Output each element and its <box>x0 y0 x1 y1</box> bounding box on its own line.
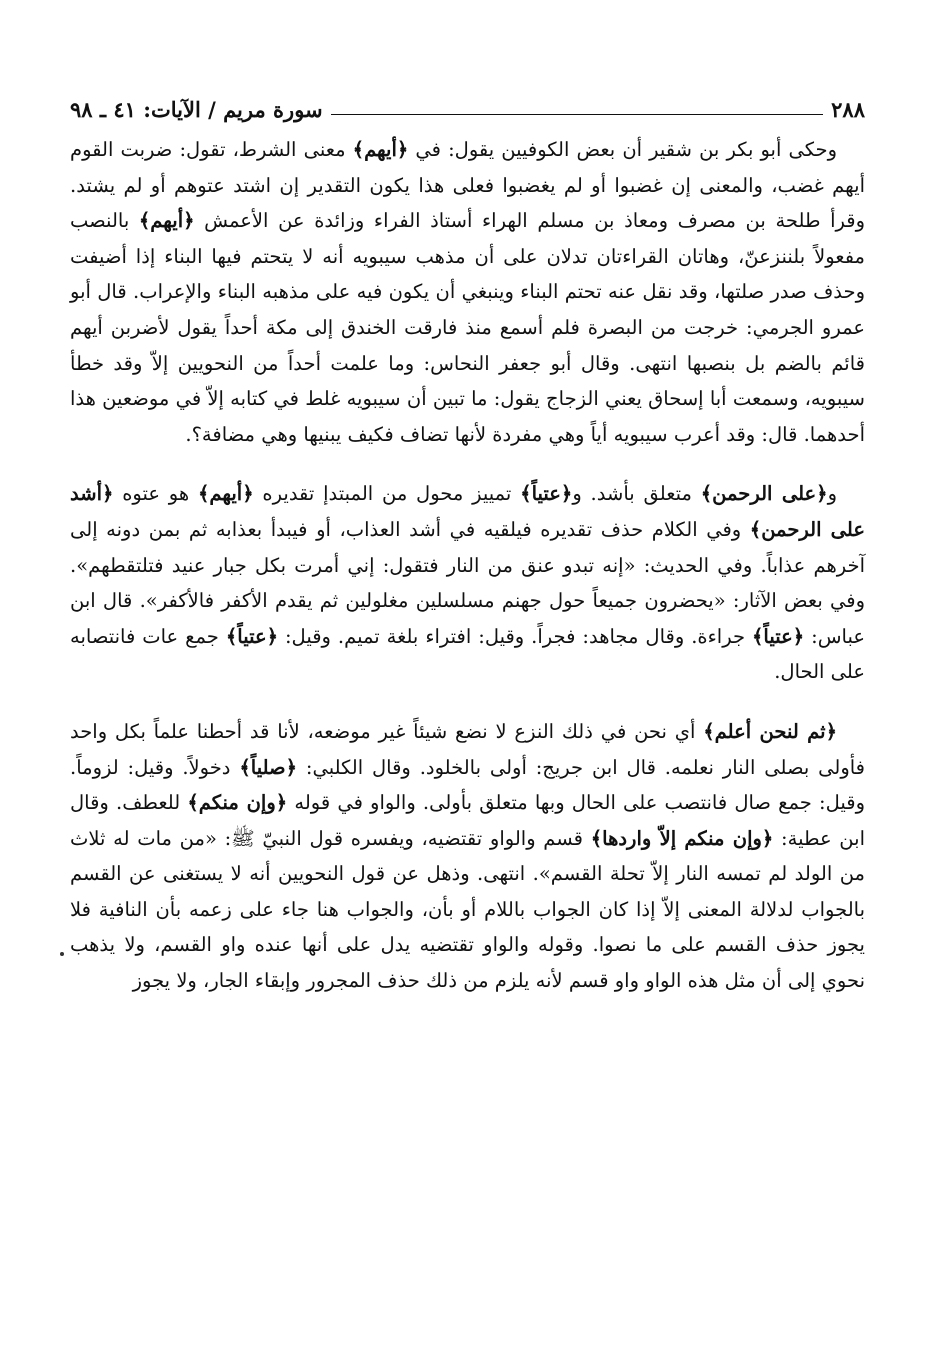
text-run: وحكى أبو بكر بن شقير أن بعض الكوفيين يقول: في <box>408 138 837 161</box>
quran-quote: ﴿على الرحمن﴾ <box>700 482 828 506</box>
margin-dot <box>60 952 64 956</box>
body-text <box>70 132 865 999</box>
text-run: للعطف. وقال ابن عطية: <box>70 791 865 850</box>
quran-quote: ﴿أيهم﴾ <box>138 209 195 233</box>
text-run: معنى الشرط، تقول: ضربت القوم أيهم غضب، والمعنى إن غضبوا أو لم يغضبوا فعلى هذا يكون التقدير إن اشتد عتوهم أو لم يشتد. وقرأ طلحة بن مصرف ومعاذ بن مسلم الهراء أستاذ الفراء وزائدة عن الأعمش <box>70 138 866 233</box>
quran-quote: ﴿عتياً﴾ <box>225 624 279 648</box>
quran-quote: ﴿عتياً﴾ <box>752 624 805 648</box>
paragraph <box>70 132 865 452</box>
quran-quote: ﴿عتياً﴾ <box>520 482 573 506</box>
running-header <box>70 86 865 120</box>
quran-quote: ﴿أيهم﴾ <box>352 138 409 161</box>
text-run: متعلق بأشد. و <box>572 482 701 506</box>
text-run: و <box>827 482 838 506</box>
text-run: تمييز محول من المبتدإ تقديره <box>253 482 521 506</box>
text-run: أي نحن في ذلك النزع لا نضع شيئاً غير موضعه، لأنا قد أحطنا علماً بكل واحد فأولى بصلى النار نعلمه. قال ابن جريج: أولى بالخلود. وقال الكلبي: <box>70 719 866 779</box>
quran-quote: ﴿صلياً﴾ <box>239 755 298 779</box>
text-run: جراءة. وقال مجاهد: فجراً. وقيل: افتراء بلغة تميم. وقيل: <box>278 624 752 648</box>
text-run: جمع عات فانتصابه على الحال. <box>70 624 865 684</box>
running-title: سورة مريم / الآيات: ٤١ ـ ٩٨ <box>70 97 323 122</box>
text-run: بالنصب مفعولاً بلننزعنّ، وهاتان القراءتان تدلان على أن مذهب سيبويه أنه لا يتحتم فيها البناء إذا أضيفت وحذف صدر صلتها، وقد نقل عنه تحتم البناء وينبغي أن يكون فيه على مذهبه البناء والإعراب. قال أبو عمرو الجرمي: خرجت من البصرة فلم أسمع منذ فارقت الخندق إلى مكة أحداً يقول لأضربن أيهم قائم بالضم بل بنصبها انتهى. وقال أبو جعفر النحاس: وما علمت أحداً من النحويين إلاّ وقد خطأ سيبويه، وسمعت أبا إسحاق يعني الزجاج يقول: ما تبين أن سيبويه غلط في كتابه إلاّ في موضعين هذا أحدهما. قال: وقد أعرب سيبويه أياً وهي مفردة لأنها تضاف فكيف يبنيها وهي مضافة؟. <box>70 209 865 446</box>
page <box>70 86 865 999</box>
text-run: هو عتوه <box>113 482 198 506</box>
page-number: ٢٨٨ <box>831 97 865 122</box>
header-rule <box>331 114 824 115</box>
text-run: دخولاً. وقيل: لزوماً. وقيل: جمع صال فانتصب على الحال وبها متعلق بأولى. والواو في قوله <box>70 755 865 815</box>
quran-quote: ﴿وإن منكم﴾ <box>187 791 288 815</box>
text-run: وفي الكلام حذف تقديره فيلقيه في أشد العذاب، أو فيبدأ بعذابه ثم بمن دونه إلى آخرهم عذاباً. وفي الحديث: «إنه تبدو عنق من النار فتقول: إني أمرت بكل جبار عنيد فتلتقطهم». وفي بعض الآثار: «يحضرون جميعاً حول جهنم مسلسلين مغلولين ثم يقدم الأكفر فالأكفر». قال ابن عباس: <box>70 517 865 648</box>
quran-quote: ﴿وإن منكم إلاّ واردها﴾ <box>590 826 774 850</box>
paragraph <box>70 476 865 690</box>
paragraph <box>70 714 865 999</box>
quran-quote: ﴿أيهم﴾ <box>197 482 254 506</box>
text-run: قسم والواو تقتضيه، ويفسره قول النبيّ ﷺ: «من مات له ثلاث من الولد لم تمسه النار إلاّ تحلة القسم». انتهى. وذهل عن قول النحويين أنه لا يستغنى عن القسم بالجواب لدلالة المعنى إلاّ إذا كان الجواب باللام أو بأن، والجواب هنا جاء على زعمه بأن النافية فلا يجوز حذف القسم على ما نصوا. وقوله والواو تقتضيه يدل على أنها عنده واو القسم، ولا يذهب نحوي إلى أن مثل هذه الواو واو قسم لأنه يلزم من ذلك حذف المجرور وإبقاء الجار، ولا يجوز <box>70 826 865 993</box>
quran-quote: ﴿ثم لنحن أعلم﴾ <box>703 719 838 743</box>
quran-quote: ﴿أشد على الرحمن﴾ <box>70 482 865 541</box>
